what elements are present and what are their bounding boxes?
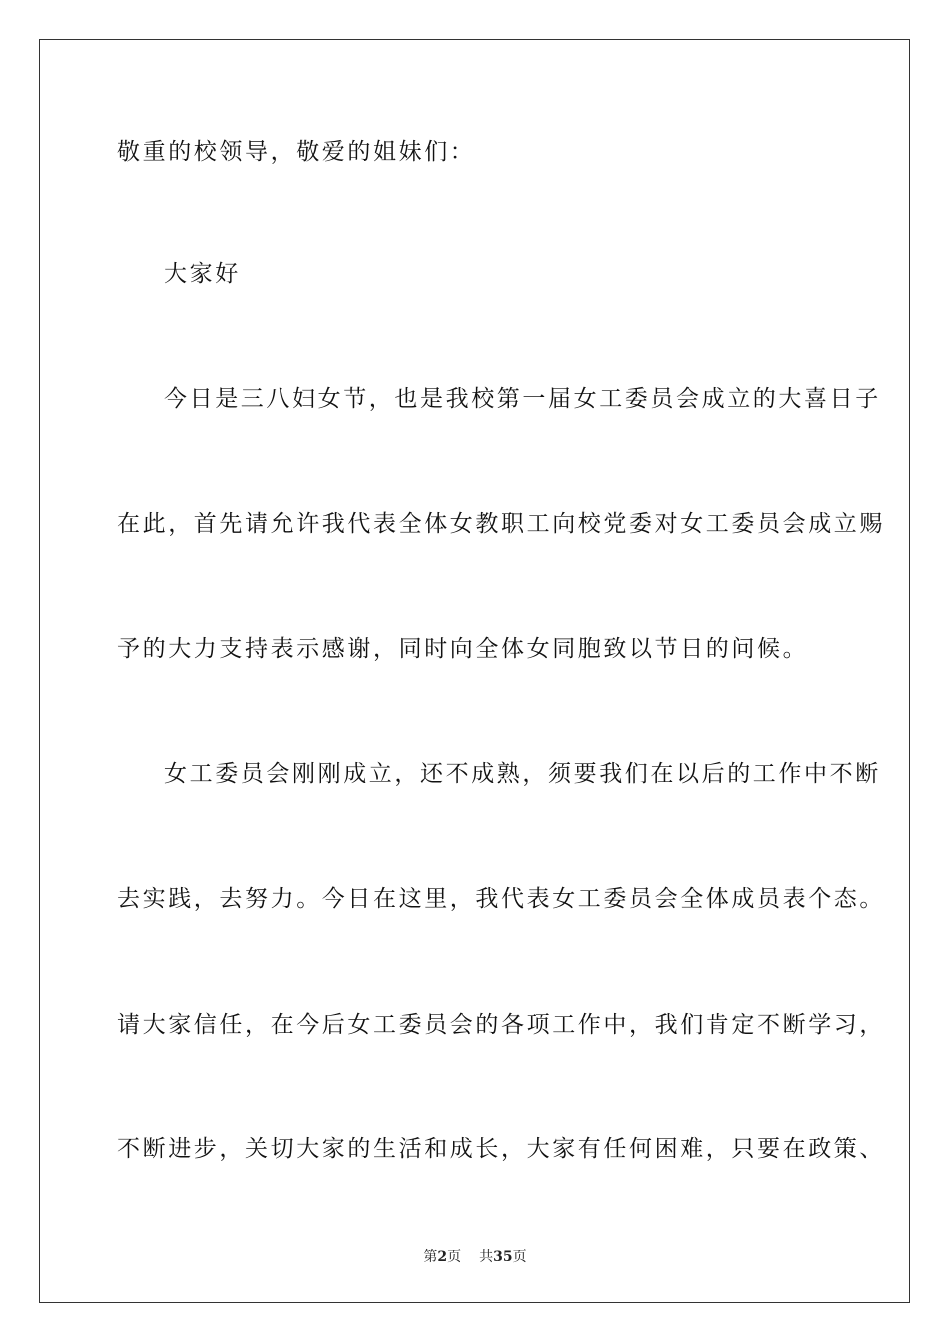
salutation-line: 敬重的校领导，敬爱的姐妹们： [117, 139, 476, 165]
page-unit: 页 [447, 1249, 462, 1265]
greeting-line: 大家好 [164, 261, 241, 287]
page-footer [0, 1247, 950, 1267]
paragraph-2-line-3: 请大家信任，在今后女工委员会的各项工作中，我们肯定不断学习， [117, 1012, 885, 1038]
paragraph-1-line-1: 今日是三八妇女节，也是我校第一届女工委员会成立的大喜日子 [164, 386, 881, 412]
page-prefix: 第 [423, 1249, 438, 1265]
paragraph-2-line-1: 女工委员会刚刚成立，还不成熟，须要我们在以后的工作中不断 [164, 761, 881, 787]
total-unit: 页 [512, 1249, 527, 1265]
paragraph-1-line-2: 在此，首先请允许我代表全体女教职工向校党委对女工委员会成立赐 [117, 511, 885, 537]
total-pages: 35 [493, 1249, 513, 1265]
page-number: 2 [437, 1249, 448, 1265]
paragraph-2-line-2: 去实践，去努力。今日在这里，我代表女工委员会全体成员表个态。 [117, 886, 885, 912]
paragraph-1-line-3: 予的大力支持表示感谢，同时向全体女同胞致以节日的问候。 [117, 636, 809, 662]
page-border [39, 39, 910, 1303]
paragraph-2-line-4: 不断进步，关切大家的生活和成长，大家有任何困难，只要在政策、 [117, 1136, 885, 1162]
total-prefix: 共 [479, 1249, 494, 1265]
